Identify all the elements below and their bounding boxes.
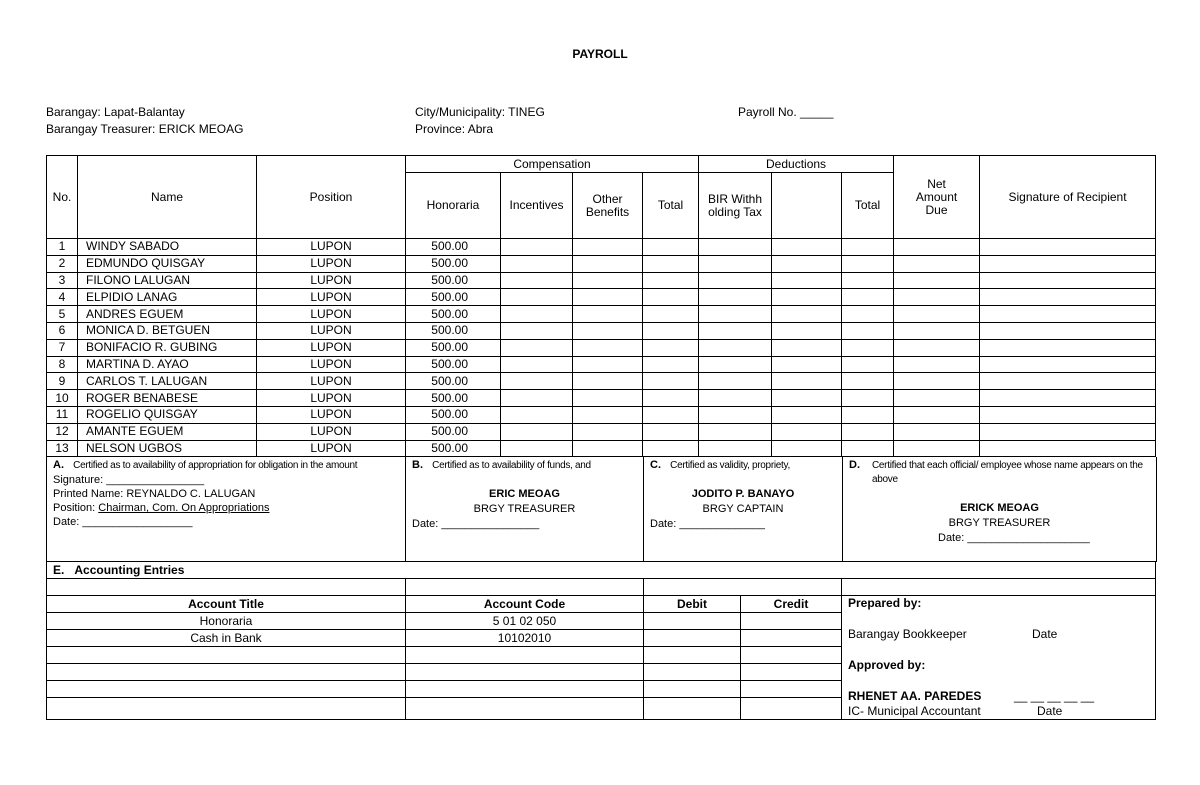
row-empty-cell [573,390,643,407]
row-name: EDMUNDO QUISGAY [78,255,257,272]
cert-b-role: BRGY TREASURER [473,503,576,515]
row-empty-cell [842,423,894,440]
row-empty-cell [842,440,894,457]
row-empty-cell [894,239,980,256]
row-empty-cell [772,373,842,390]
accountant-name: RHENET AA. PAREDES [848,689,982,703]
row-empty-cell [980,306,1156,323]
row-empty-cell [894,306,980,323]
payroll-row [47,390,1156,407]
row-empty-cell [643,406,699,423]
row-empty-cell [643,306,699,323]
payroll-rows [47,239,1156,457]
row-empty-cell [842,322,894,339]
table-header-row [47,156,1156,173]
payroll-row [47,272,1156,289]
row-name: ROGER BENABESE [78,390,257,407]
row-empty-cell [501,255,573,272]
row-position: LUPON [257,339,406,356]
row-empty-cell [699,306,772,323]
col-header-deductions: Deductions [699,156,894,173]
row-empty-cell [573,255,643,272]
accounting-header-row [47,596,1156,613]
row-empty-cell [772,322,842,339]
payroll-table [46,155,1156,457]
row-empty-cell [501,406,573,423]
row-empty-cell [699,423,772,440]
row-empty-cell [501,356,573,373]
prepared-date-label: Date [1032,627,1058,641]
row-empty-cell [573,272,643,289]
row-empty-cell [501,322,573,339]
accountant-title: IC- Municipal Accountant [848,704,981,718]
row-no: 13 [47,440,78,457]
cert-d-role: BRGY TREASURER [948,517,1051,529]
row-position: LUPON [257,356,406,373]
row-empty-cell [842,289,894,306]
row-position: LUPON [257,440,406,457]
row-position: LUPON [257,322,406,339]
row-name: WINDY SABADO [78,239,257,256]
row-empty-cell [980,440,1156,457]
accounting-section-row [47,562,1156,579]
col-header-compensation: Compensation [406,156,699,173]
cert-d-text: Certified that each official/ employee whose name appears on the above [872,460,1143,485]
acct-header-credit: Credit [741,596,842,613]
row-honoraria: 500.00 [406,239,501,256]
col-header-blank [772,173,842,239]
row-empty-cell [501,289,573,306]
approval-block [842,596,1156,720]
payroll-no-label: Payroll No. _____ [738,105,834,119]
barangay-label: Barangay: Lapat-Balantay [46,105,185,119]
row-empty-cell [894,356,980,373]
cert-c-role: BRGY CAPTAIN [702,503,784,515]
row-empty-cell [980,356,1156,373]
payroll-row [47,255,1156,272]
col-header-total-deductions: Total [842,173,894,239]
row-no: 7 [47,339,78,356]
row-empty-cell [772,255,842,272]
row-honoraria: 500.00 [406,406,501,423]
treasurer-label: Barangay Treasurer: ERICK MEOAG [46,122,244,136]
row-empty-cell [699,406,772,423]
cert-a-position-label: Position: [53,502,96,514]
row-empty-cell [699,255,772,272]
row-empty-cell [643,440,699,457]
row-empty-cell [980,272,1156,289]
row-no: 10 [47,390,78,407]
cert-d-letter: D. [849,459,860,471]
row-empty-cell [980,255,1156,272]
row-name: AMANTE EGUEM [78,423,257,440]
row-empty-cell [772,390,842,407]
row-no: 5 [47,306,78,323]
row-honoraria: 500.00 [406,390,501,407]
col-header-total: Total [643,173,699,239]
row-empty-cell [772,356,842,373]
cert-c-text: Certified as validity, propriety, [670,460,790,471]
row-empty-cell [894,373,980,390]
accounting-table [46,561,1156,720]
row-empty-cell [894,440,980,457]
row-empty-cell [643,289,699,306]
row-name: FILONO LALUGAN [78,272,257,289]
row-name: CARLOS T. LALUGAN [78,373,257,390]
row-empty-cell [980,390,1156,407]
cert-c-date: Date: ______________ [650,518,765,530]
row-empty-cell [772,289,842,306]
row-honoraria: 500.00 [406,440,501,457]
row-empty-cell [842,339,894,356]
row-no: 8 [47,356,78,373]
col-header-net: Net Amount Due [894,156,980,239]
row-empty-cell [643,390,699,407]
row-empty-cell [573,356,643,373]
row-empty-cell [573,406,643,423]
row-name: NELSON UGBOS [78,440,257,457]
row-empty-cell [501,306,573,323]
row-empty-cell [772,272,842,289]
row-empty-cell [699,339,772,356]
row-empty-cell [842,255,894,272]
row-honoraria: 500.00 [406,322,501,339]
row-empty-cell [842,390,894,407]
row-empty-cell [643,322,699,339]
cert-c-name: JODITO P. BANAYO [691,488,795,500]
row-no: 11 [47,406,78,423]
col-header-incentives: Incentives [501,173,573,239]
acct-header-title: Account Title [47,596,406,613]
row-position: LUPON [257,390,406,407]
row-empty-cell [573,306,643,323]
row-empty-cell [980,322,1156,339]
row-name: ELPIDIO LANAG [78,289,257,306]
row-empty-cell [894,272,980,289]
row-empty-cell [699,356,772,373]
row-name: BONIFACIO R. GUBING [78,339,257,356]
acct-row-title: Cash in Bank [47,630,406,647]
row-empty-cell [501,423,573,440]
acct-row-title: Honoraria [47,613,406,630]
page-title: PAYROLL [572,47,628,61]
payroll-row [47,406,1156,423]
row-empty-cell [772,306,842,323]
row-empty-cell [573,373,643,390]
row-no: 3 [47,272,78,289]
bookkeeper-label: Barangay Bookkeeper [848,627,967,641]
row-empty-cell [699,322,772,339]
accounting-blank-row [47,579,1156,596]
row-empty-cell [643,255,699,272]
row-empty-cell [643,356,699,373]
row-empty-cell [980,289,1156,306]
row-empty-cell [842,406,894,423]
row-name: ROGELIO QUISGAY [78,406,257,423]
cert-a [47,457,406,561]
row-no: 6 [47,322,78,339]
row-empty-cell [501,272,573,289]
cert-a-date: Date: __________________ [53,516,193,528]
certification-section [46,457,1157,562]
row-name: ANDRES EGUEM [78,306,257,323]
row-name: MARTINA D. AYAO [78,356,257,373]
payroll-row [47,339,1156,356]
row-empty-cell [772,339,842,356]
row-no: 9 [47,373,78,390]
cert-a-text: Certified as to availability of appropriation for obligation in the amount [73,460,358,471]
row-empty-cell [894,289,980,306]
row-empty-cell [573,423,643,440]
prepared-by-label: Prepared by: [848,596,922,610]
cert-d [843,457,1156,561]
accounting-section-letter: E. [53,562,65,577]
payroll-row [47,306,1156,323]
row-position: LUPON [257,423,406,440]
row-empty-cell [894,390,980,407]
acct-row-code: 5 01 02 050 [406,613,644,630]
row-no: 4 [47,289,78,306]
row-empty-cell [573,322,643,339]
acct-header-debit: Debit [644,596,741,613]
row-empty-cell [842,356,894,373]
approved-date-line: __ __ __ __ __ [1014,689,1095,703]
payroll-row [47,373,1156,390]
payroll-row [47,239,1156,256]
row-empty-cell [980,406,1156,423]
row-honoraria: 500.00 [406,289,501,306]
row-position: LUPON [257,289,406,306]
row-empty-cell [643,423,699,440]
row-honoraria: 500.00 [406,272,501,289]
row-empty-cell [842,272,894,289]
row-position: LUPON [257,272,406,289]
row-empty-cell [643,373,699,390]
cert-b-text: Certified as to availability of funds, and [432,460,591,471]
row-empty-cell [643,339,699,356]
row-honoraria: 500.00 [406,255,501,272]
row-position: LUPON [257,306,406,323]
row-honoraria: 500.00 [406,423,501,440]
row-position: LUPON [257,373,406,390]
row-empty-cell [772,239,842,256]
payroll-row [47,440,1156,457]
col-header-signature: Signature of Recipient [980,156,1156,239]
row-empty-cell [643,239,699,256]
row-empty-cell [501,239,573,256]
payroll-row [47,322,1156,339]
col-header-honoraria: Honoraria [406,173,501,239]
row-position: LUPON [257,255,406,272]
row-empty-cell [842,239,894,256]
row-empty-cell [772,440,842,457]
row-empty-cell [501,440,573,457]
cert-b [406,457,644,561]
row-empty-cell [980,373,1156,390]
row-honoraria: 500.00 [406,356,501,373]
row-empty-cell [699,373,772,390]
cert-d-name: ERICK MEOAG [960,502,1039,514]
acct-row-code: 10102010 [406,630,644,647]
row-name: MONICA D. BETGUEN [78,322,257,339]
province-label: Province: Abra [415,122,494,136]
payroll-row [47,289,1156,306]
row-empty-cell [573,339,643,356]
row-empty-cell [772,406,842,423]
row-empty-cell [894,322,980,339]
row-empty-cell [699,440,772,457]
city-label: City/Municipality: TINEG [415,105,545,119]
row-empty-cell [501,339,573,356]
cert-a-position-value: Chairman, Com. On Appropriations [98,502,270,514]
row-empty-cell [980,239,1156,256]
row-empty-cell [842,306,894,323]
row-position: LUPON [257,239,406,256]
row-empty-cell [699,239,772,256]
row-no: 1 [47,239,78,256]
row-empty-cell [894,339,980,356]
cert-b-letter: B. [412,459,423,471]
cert-a-printed-name: Printed Name: REYNALDO C. LALUGAN [53,488,256,500]
row-empty-cell [699,289,772,306]
row-empty-cell [699,272,772,289]
approved-by-label: Approved by: [848,658,926,672]
row-honoraria: 500.00 [406,306,501,323]
cert-d-date: Date: ____________________ [938,532,1090,544]
col-header-position: Position [257,156,406,239]
col-header-bir: BIR Withholding Tax [699,173,772,239]
row-honoraria: 500.00 [406,339,501,356]
row-no: 2 [47,255,78,272]
row-honoraria: 500.00 [406,373,501,390]
row-empty-cell [501,390,573,407]
row-empty-cell [573,239,643,256]
payroll-row [47,423,1156,440]
row-empty-cell [980,339,1156,356]
cert-a-signature: Signature: ________________ [53,474,205,486]
row-empty-cell [894,423,980,440]
row-empty-cell [699,390,772,407]
cert-a-letter: A. [53,459,64,471]
row-empty-cell [643,272,699,289]
row-empty-cell [842,373,894,390]
cert-b-name: ERIC MEOAG [489,488,560,500]
row-empty-cell [894,406,980,423]
row-no: 12 [47,423,78,440]
col-header-no: No. [47,156,78,239]
col-header-name: Name [78,156,257,239]
cert-c-letter: C. [650,459,661,471]
approved-date-label: Date [1037,704,1063,718]
row-empty-cell [573,289,643,306]
row-empty-cell [980,423,1156,440]
payroll-row [47,356,1156,373]
row-empty-cell [772,423,842,440]
col-header-other-benefits: Other Benefits [573,173,643,239]
row-position: LUPON [257,406,406,423]
accounting-section-title: Accounting Entries [74,562,185,577]
row-empty-cell [501,373,573,390]
row-empty-cell [573,440,643,457]
cert-c [644,457,843,561]
acct-header-code: Account Code [406,596,644,613]
row-empty-cell [894,255,980,272]
cert-b-date: Date: ________________ [412,518,540,530]
